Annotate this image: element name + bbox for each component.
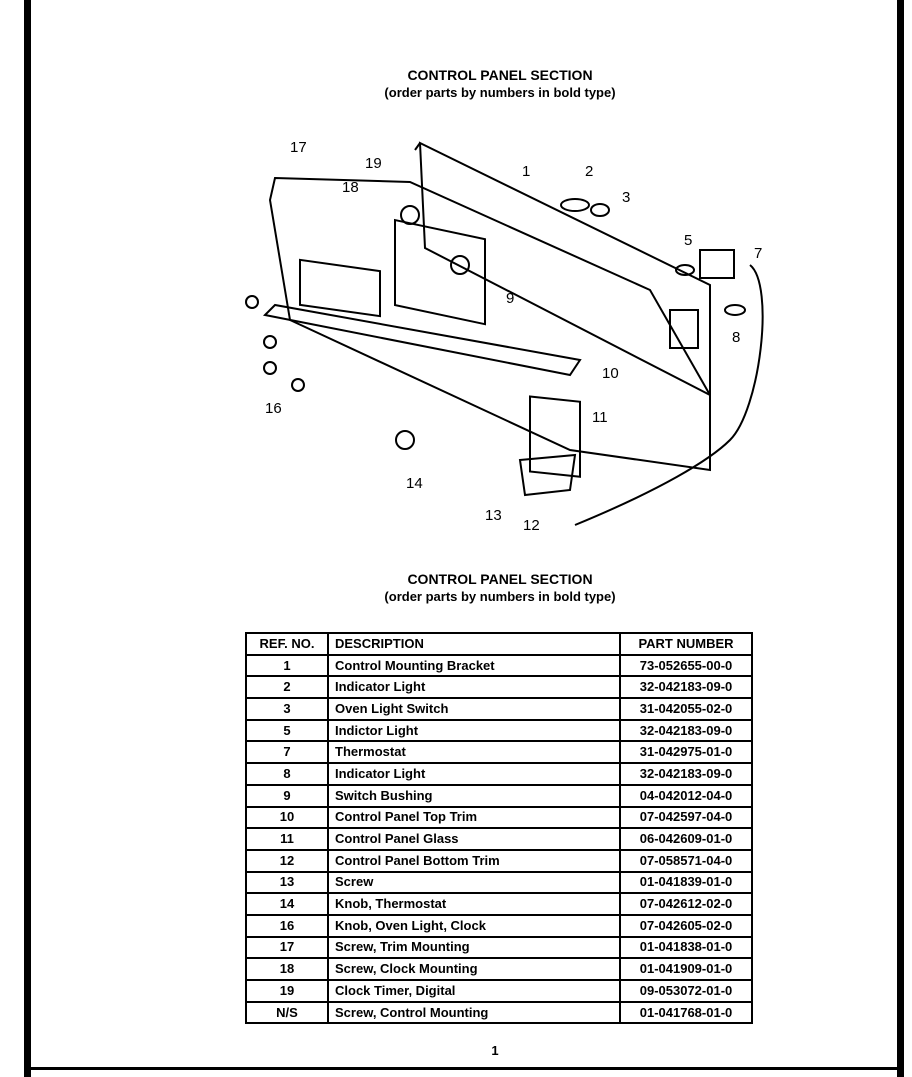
ref-no-cell: 12 — [246, 850, 328, 872]
description-cell: Indicator Light — [328, 676, 620, 698]
table-row — [246, 676, 752, 698]
top-heading-title: CONTROL PANEL SECTION — [407, 67, 593, 83]
callout-12: 12 — [523, 517, 540, 534]
part-number-cell: 32-042183-09-0 — [620, 763, 752, 785]
callout-11: 11 — [592, 409, 608, 426]
indicator-light — [561, 199, 589, 211]
parts-table — [245, 632, 753, 1024]
callout-8: 8 — [732, 329, 741, 346]
callout-19: 19 — [365, 155, 382, 172]
knob — [264, 362, 276, 374]
knob — [246, 296, 258, 308]
part-number-cell: 07-042612-02-0 — [620, 893, 752, 915]
ref-no-cell: 19 — [246, 980, 328, 1002]
ref-no-cell: 5 — [246, 720, 328, 742]
middle-heading-subtitle: (order parts by numbers in bold type) — [384, 589, 616, 604]
callout-5: 5 — [684, 232, 693, 249]
ref-no-cell: 2 — [246, 676, 328, 698]
description-cell: Screw, Control Mounting — [328, 1002, 620, 1024]
callout-10: 10 — [602, 365, 619, 382]
table-row — [246, 850, 752, 872]
part-number-cell: 31-042055-02-0 — [620, 698, 752, 720]
description-cell: Screw, Trim Mounting — [328, 937, 620, 959]
ref-no-cell: 14 — [246, 893, 328, 915]
description-cell: Knob, Oven Light, Clock — [328, 915, 620, 937]
description-cell: Screw, Clock Mounting — [328, 958, 620, 980]
table-row — [246, 763, 752, 785]
description-cell: Control Panel Glass — [328, 828, 620, 850]
ref-no-cell: 7 — [246, 741, 328, 763]
part-number-cell: 09-053072-01-0 — [620, 980, 752, 1002]
part-number-cell: 07-058571-04-0 — [620, 850, 752, 872]
oven-light-switch — [591, 204, 609, 216]
table-row — [246, 698, 752, 720]
page-border-bottom — [24, 1067, 904, 1070]
table-row — [246, 828, 752, 850]
callout-17: 17 — [290, 139, 307, 156]
callout-13: 13 — [485, 507, 502, 524]
table-row — [246, 807, 752, 829]
table-row — [246, 720, 752, 742]
callout-7: 7 — [754, 245, 763, 262]
ref-no-cell: 1 — [246, 655, 328, 677]
description-cell: Control Panel Top Trim — [328, 807, 620, 829]
description-cell: Clock Timer, Digital — [328, 980, 620, 1002]
table-row — [246, 937, 752, 959]
control-panel-glass — [530, 397, 580, 477]
table-row — [246, 980, 752, 1002]
description-cell: Control Panel Bottom Trim — [328, 850, 620, 872]
part-number-cell: 73-052655-00-0 — [620, 655, 752, 677]
part-number-cell: 31-042975-01-0 — [620, 741, 752, 763]
header-ref-no: REF. NO. — [246, 633, 328, 655]
table-header-row — [246, 633, 752, 655]
parts-table-body — [246, 655, 752, 1024]
description-cell: Knob, Thermostat — [328, 893, 620, 915]
ref-no-cell: 11 — [246, 828, 328, 850]
thermostat-capillary — [575, 265, 763, 525]
description-cell: Indicator Light — [328, 763, 620, 785]
callout-2: 2 — [585, 163, 594, 180]
part-number-cell: 32-042183-09-0 — [620, 720, 752, 742]
description-cell: Oven Light Switch — [328, 698, 620, 720]
top-heading-subtitle: (order parts by numbers in bold type) — [384, 85, 616, 100]
table-row — [246, 741, 752, 763]
ref-no-cell: 8 — [246, 763, 328, 785]
ref-no-cell: 13 — [246, 872, 328, 894]
part-number-cell: 06-042609-01-0 — [620, 828, 752, 850]
middle-heading — [250, 570, 750, 606]
ref-no-cell: 3 — [246, 698, 328, 720]
table-row — [246, 958, 752, 980]
header-description: DESCRIPTION — [328, 633, 620, 655]
table-row — [246, 915, 752, 937]
control-panel-body — [270, 178, 710, 470]
part-number-cell: 04-042012-04-0 — [620, 785, 752, 807]
thermostat-knob — [396, 431, 414, 449]
table-row — [246, 872, 752, 894]
callout-9: 9 — [506, 290, 515, 307]
callout-18: 18 — [342, 179, 359, 196]
part-number-cell: 01-041768-01-0 — [620, 1002, 752, 1024]
exploded-parts-diagram — [230, 110, 790, 550]
description-cell: Screw — [328, 872, 620, 894]
table-row — [246, 785, 752, 807]
callout-14: 14 — [406, 475, 423, 492]
callout-16: 16 — [265, 400, 282, 417]
top-trim — [265, 305, 580, 375]
description-cell: Indictor Light — [328, 720, 620, 742]
description-cell: Thermostat — [328, 741, 620, 763]
ref-no-cell: 9 — [246, 785, 328, 807]
description-cell: Switch Bushing — [328, 785, 620, 807]
description-cell: Control Mounting Bracket — [328, 655, 620, 677]
table-row — [246, 893, 752, 915]
ref-no-cell: 18 — [246, 958, 328, 980]
ref-no-cell: N/S — [246, 1002, 328, 1024]
header-part-number: PART NUMBER — [620, 633, 752, 655]
knob — [292, 379, 304, 391]
part-number-cell: 32-042183-09-0 — [620, 676, 752, 698]
callout-3: 3 — [622, 189, 631, 206]
ref-no-cell: 16 — [246, 915, 328, 937]
page-border-right — [897, 0, 904, 1077]
part-number-cell: 01-041909-01-0 — [620, 958, 752, 980]
part-number-cell: 07-042605-02-0 — [620, 915, 752, 937]
ref-no-cell: 17 — [246, 937, 328, 959]
part-number-cell: 01-041838-01-0 — [620, 937, 752, 959]
part-number-cell: 01-041839-01-0 — [620, 872, 752, 894]
indicator-light — [725, 305, 745, 315]
page-border-left — [24, 0, 31, 1077]
top-heading — [250, 66, 750, 102]
callout-1: 1 — [522, 163, 531, 180]
table-row — [246, 655, 752, 677]
part-number-cell: 07-042597-04-0 — [620, 807, 752, 829]
table-row — [246, 1002, 752, 1024]
knob — [264, 336, 276, 348]
middle-heading-title: CONTROL PANEL SECTION — [407, 571, 593, 587]
ref-no-cell: 10 — [246, 807, 328, 829]
thermostat — [700, 250, 734, 278]
page-number: 1 — [491, 1043, 499, 1058]
